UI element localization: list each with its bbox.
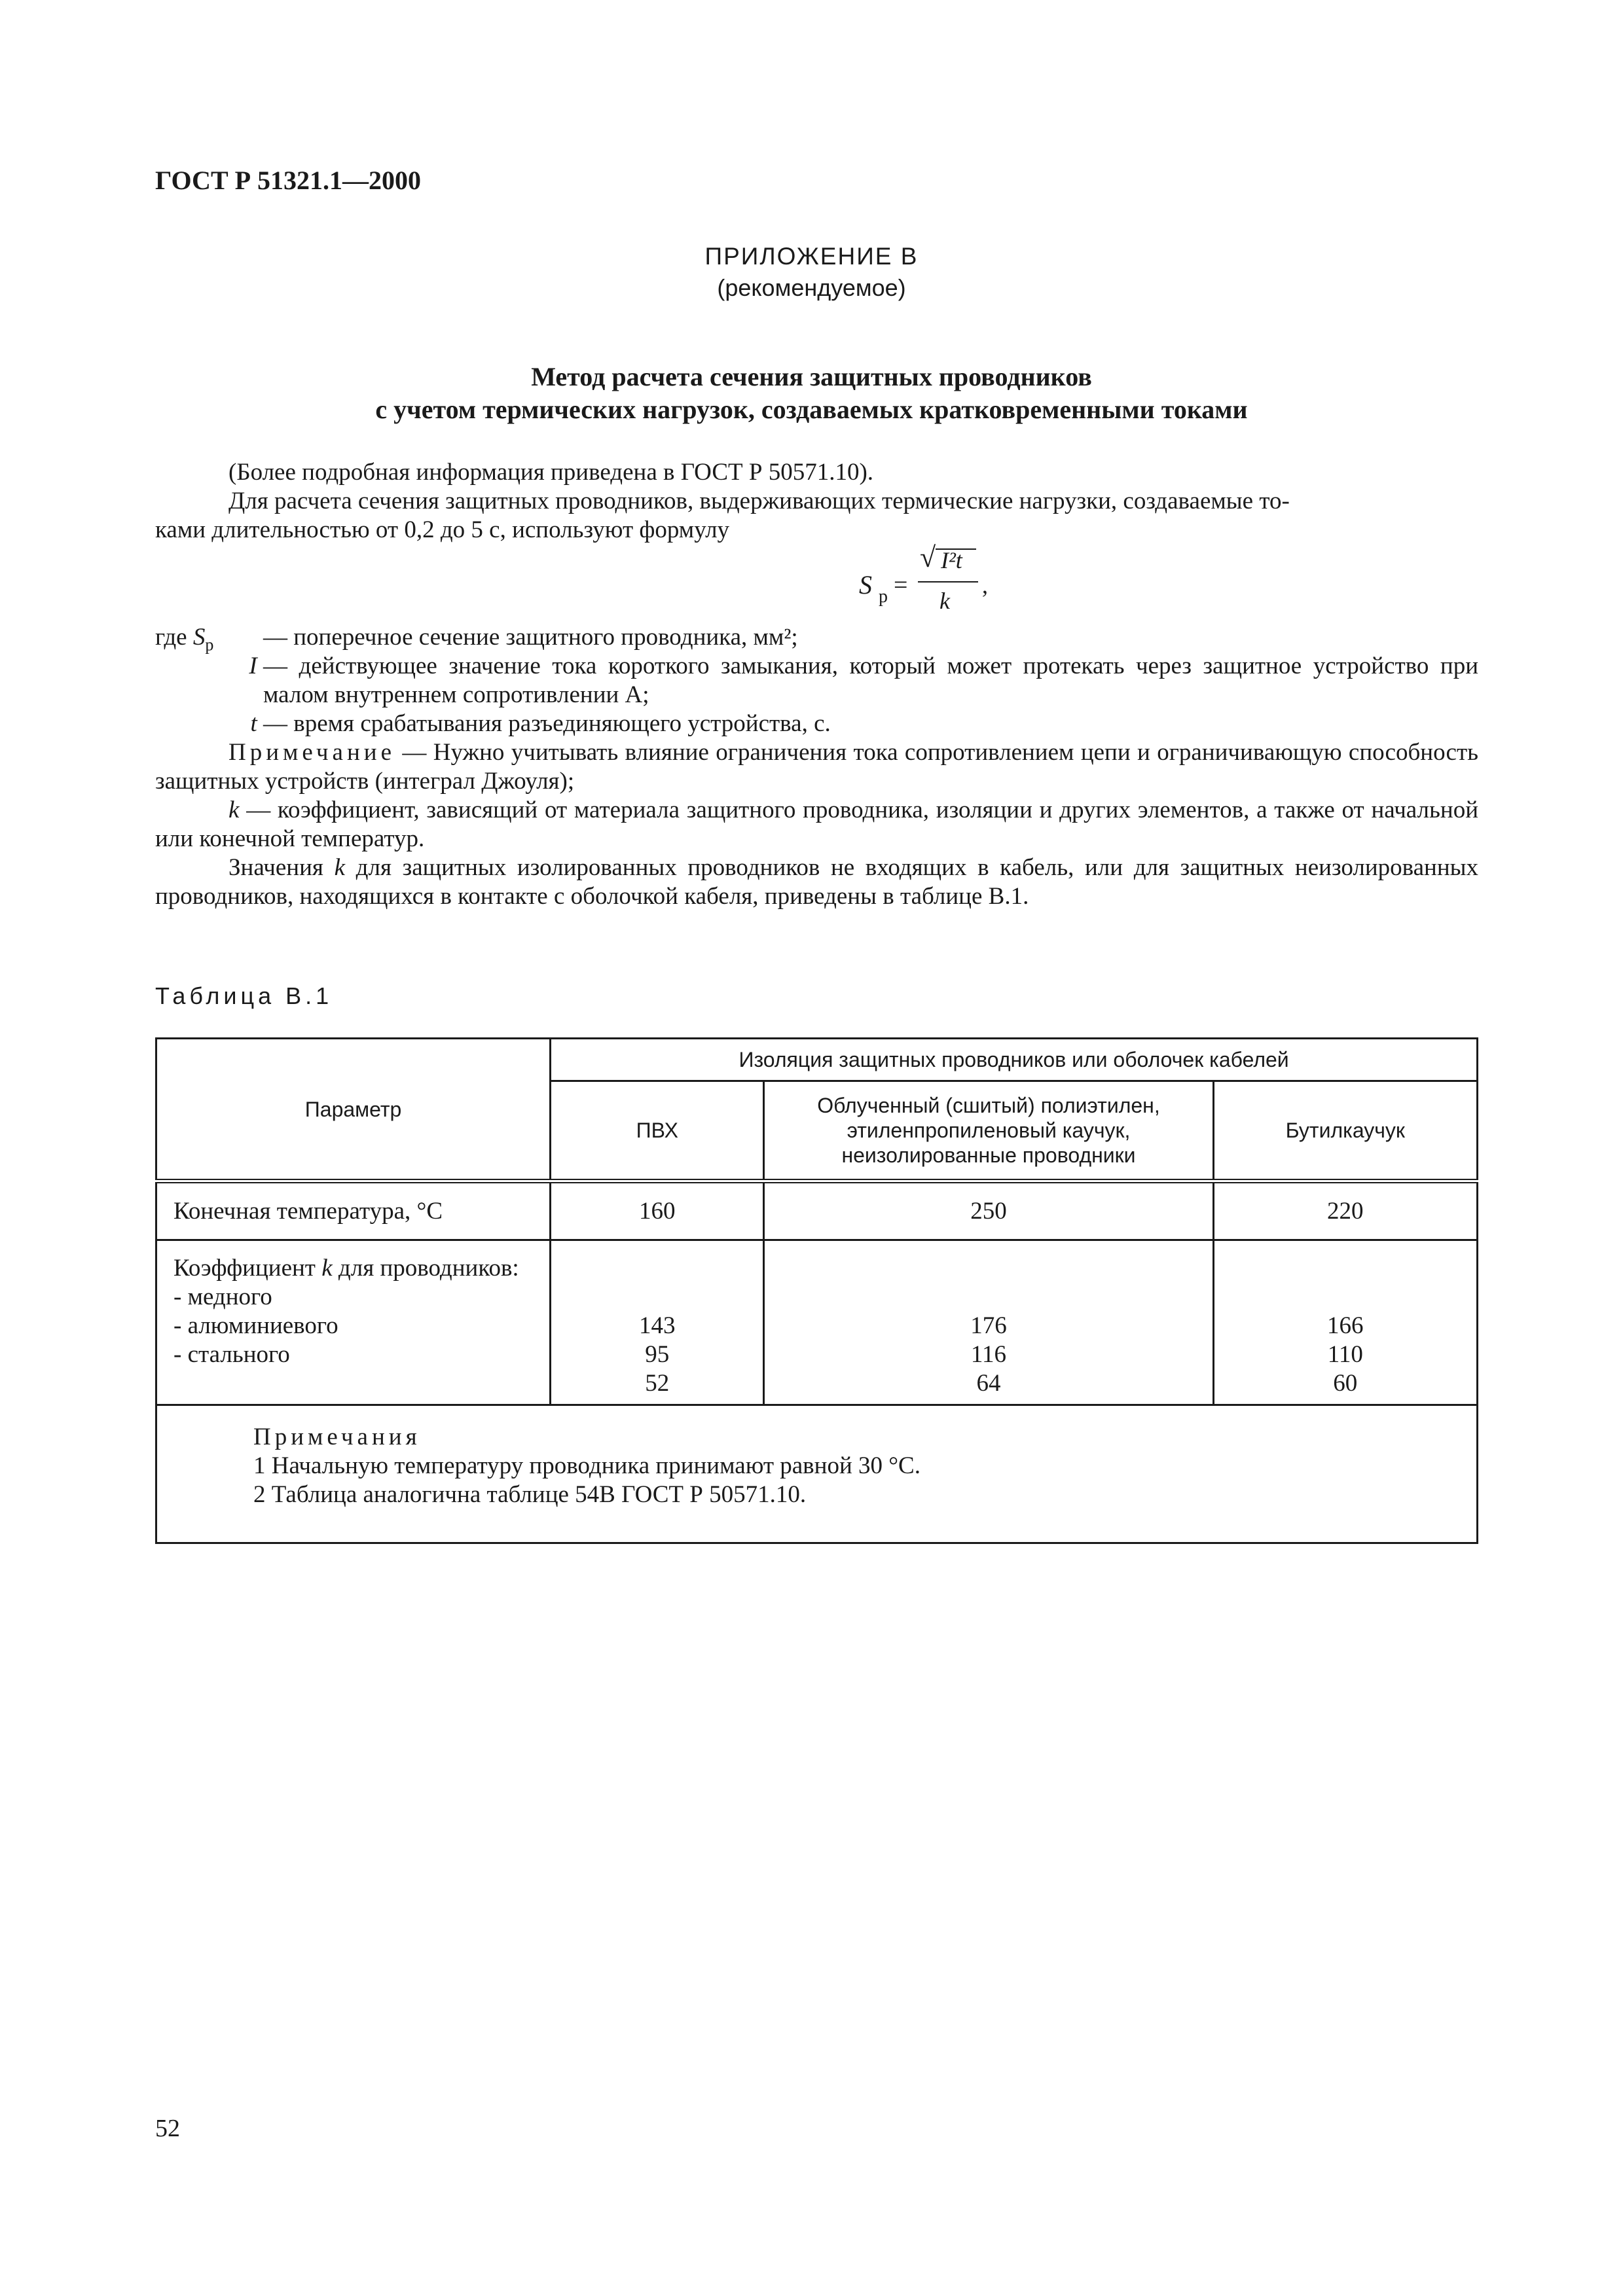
table-value: 176	[970, 1312, 1007, 1339]
appendix-title: ПРИЛОЖЕНИЕ В	[704, 243, 919, 270]
symbol-s: S	[192, 624, 206, 651]
paragraph-1-line-2: ками длительностью от 0,2 до 5 с, используют формулу	[155, 516, 730, 543]
notes-title: Примечания	[253, 1424, 421, 1450]
formula-lhs: S	[859, 570, 872, 600]
definition-i	[155, 652, 1478, 709]
table-value: 95	[645, 1341, 670, 1368]
table-cell: 160	[551, 1181, 764, 1240]
table-value: 110	[1327, 1341, 1363, 1368]
note-item: 1 Начальную температуру проводника принимают равной 30 °С.	[253, 1452, 921, 1479]
k-definition-text: — коэффициент, зависящий от материала защитного проводника, изоляции и других элементов, а также от начальной или конечной температур.	[155, 797, 1478, 852]
coefficient-label-pre: Коэффициент	[173, 1255, 316, 1282]
list-item: - медного	[173, 1283, 272, 1310]
coefficient-k-symbol: k	[321, 1255, 333, 1282]
table-row	[156, 1181, 1478, 1240]
symbol-i: I	[249, 653, 257, 679]
header-col-pvc: ПВХ	[551, 1081, 764, 1181]
table-header-row	[156, 1039, 1478, 1081]
table-cell: 220	[1213, 1181, 1477, 1240]
definition-text: — действующее значение тока короткого замыкания, который может протекать через защитное устройство при малом внутреннем сопротивлении А;	[263, 653, 1478, 708]
header-group: Изоляция защитных проводников или оболочек кабелей	[551, 1039, 1478, 1081]
formula	[155, 541, 1478, 623]
symbol-t: t	[250, 710, 257, 737]
table-notes-row	[156, 1405, 1478, 1543]
table-cell	[551, 1240, 764, 1405]
coefficient-label	[173, 1254, 543, 1283]
table-cell	[764, 1240, 1213, 1405]
paragraph-1-line-1: Для расчета сечения защитных проводников, выдерживающих термические нагрузки, создаваемые то-	[228, 488, 1290, 514]
values-text: для защитных изолированных проводников не входящих в кабель, или для защитных неизолированных проводников, находящихся в контакте с оболочкой кабеля, приведены в таблице В.1.	[155, 854, 1478, 910]
formula-numerator: I²t	[941, 547, 962, 573]
note-paragraph	[155, 738, 1478, 796]
square-root-icon: √	[920, 541, 936, 573]
table-row	[156, 1240, 1478, 1405]
definition-t	[155, 709, 1478, 738]
fraction-line	[918, 581, 978, 583]
row-label-temperature: Конечная температура, °С	[156, 1181, 551, 1240]
list-item: - алюминиевого	[173, 1312, 338, 1339]
definition-sp	[155, 623, 1478, 655]
where-word: где	[155, 624, 187, 651]
intro-paragraph: (Более подробная информация приведена в ГОСТ Р 50571.10).	[228, 459, 874, 486]
page-number: 52	[155, 2115, 180, 2142]
coefficient-label-post: для проводников:	[338, 1255, 519, 1282]
document-code: ГОСТ Р 51321.1—2000	[155, 166, 422, 195]
note-item: 2 Таблица аналогична таблице 54В ГОСТ Р 50571.10.	[253, 1481, 807, 1508]
symbol-s-subscript: p	[205, 635, 214, 655]
table-value: 52	[645, 1370, 670, 1397]
values-paragraph	[155, 853, 1478, 911]
k-definition	[155, 796, 1478, 853]
section-heading-line-1: Метод расчета сечения защитных проводников	[531, 362, 1092, 391]
body-text	[155, 458, 1478, 911]
data-table	[155, 1037, 1478, 1544]
table-value: 60	[1333, 1370, 1358, 1397]
definition-text: — время срабатывания разъединяющего устройства, с.	[263, 710, 831, 737]
table-caption: Таблица В.1	[155, 982, 333, 1009]
formula-lhs-subscript: p	[879, 586, 888, 607]
values-k-symbol: k	[334, 854, 346, 881]
list-item: - стального	[173, 1341, 290, 1368]
definition-text: — поперечное сечение защитного проводника, мм²;	[263, 624, 798, 651]
note-label: Примечание	[228, 739, 395, 766]
values-pre: Значения	[228, 854, 323, 881]
table-value: 64	[976, 1370, 1001, 1397]
note-text: — Нужно учитывать влияние ограничения тока сопротивлением цепи и ограничивающую способность защитных устройств (интеграл Джоуля);	[155, 739, 1478, 795]
formula-comma: ,	[982, 572, 988, 598]
table-cell: 250	[764, 1181, 1213, 1240]
section-heading-line-2: с учетом термических нагрузок, создаваемых кратковременными токами	[375, 395, 1248, 424]
header-parameter: Параметр	[156, 1039, 551, 1181]
table-value: 166	[1327, 1312, 1364, 1339]
definition-symbol	[155, 709, 263, 738]
table-value: 143	[639, 1312, 676, 1339]
header-col-polyethylene: Облученный (сшитый) полиэтилен, этиленпропиленовый каучук, неизолированные проводники	[764, 1081, 1213, 1181]
definition-symbol	[155, 652, 263, 681]
table-cell	[1213, 1240, 1477, 1405]
appendix-subtitle: (рекомендуемое)	[717, 274, 906, 301]
formula-equals: =	[894, 571, 908, 599]
table-notes	[156, 1405, 1478, 1543]
row-label-coefficient	[156, 1240, 551, 1405]
header-col-butyl: Бутилкаучук	[1213, 1081, 1477, 1181]
formula-denominator: k	[939, 588, 950, 614]
table-value: 116	[970, 1341, 1007, 1368]
symbol-k: k	[228, 797, 240, 823]
